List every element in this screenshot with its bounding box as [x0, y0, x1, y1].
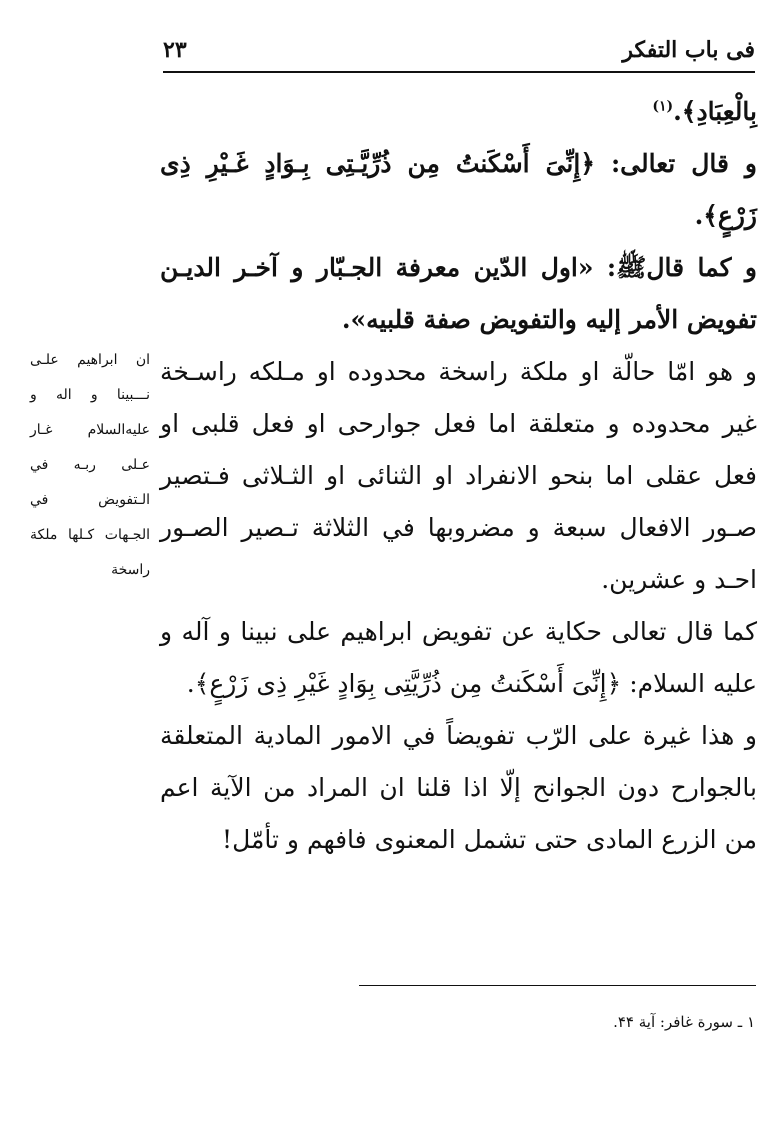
running-header: [163, 30, 755, 70]
paragraph-2: و قال تعالی: ﴿إِنِّیَ أَسْکَنتُ مِن ذُرِّیَّـتِی بِـوَادٍ غَـیْرِ ذِی زَرْعٍ﴾.: [160, 149, 757, 230]
paragraph-3: و کما قالﷺ: «اول الدّین معرفة الجـبّار و آخـر الدیـن تفویض الأمر إلیه والتفویض صفة قلبیه».: [160, 253, 757, 334]
paragraph-5: کما قال تعالی حکایة عن تفویض ابراهیم علی نبینا و آله و علیه السلام: ﴿إِنِّیَ أَسْکَنتُ مِن ذُرِّیَّتِی بِوَادٍ غَیْرِ ذِی زَرْعٍ﴾.: [160, 617, 757, 698]
header-rule: [163, 71, 755, 73]
footnote-reference: (۱): [652, 98, 674, 115]
paragraph-4: و هو امّا حالّة او ملکة راسخة محدوده او مـلکه راسـخة غیر محدوده و متعلقة اما فعل جوارحی او فعل قلبی او فعل عقلی اما بنحو الانفراد او الثنائی او الثـلاثی فـتصیر صـور الافعال سبعة و مضروبها في الثلاثة تـصیر الصـور احـد و عشرین.: [160, 357, 757, 594]
paragraph-6: و هذا غیرة علی الرّب تفویضاً في الامور المادیة المتعلقة بالجوارح دون الجوانح إلّا اذا قلنا ان المراد من الآیة اعم من الزرع المادی حتی تشمل المعنوی فافهم و تأمّل!: [160, 721, 757, 854]
paragraph-1: [160, 86, 757, 138]
footnote-rule: [359, 985, 756, 986]
main-text: [160, 86, 757, 866]
margin-note: [30, 343, 150, 588]
margin-note-text: ان ابراهیم علـی نـــبینا و اله و علیه‌السلام غـار عـلی ربـه في الـتفویض في الجـهات کـلها ملکة راسخة: [30, 352, 150, 578]
page-number: ۲۳: [163, 37, 187, 63]
verse-ending: بِالْعِبَادِ﴾.: [673, 97, 757, 126]
footnote: ۱ ـ سورة غافر: آیة ۴۴.: [613, 1013, 755, 1031]
header-title: فی باب التفکر: [622, 37, 755, 63]
